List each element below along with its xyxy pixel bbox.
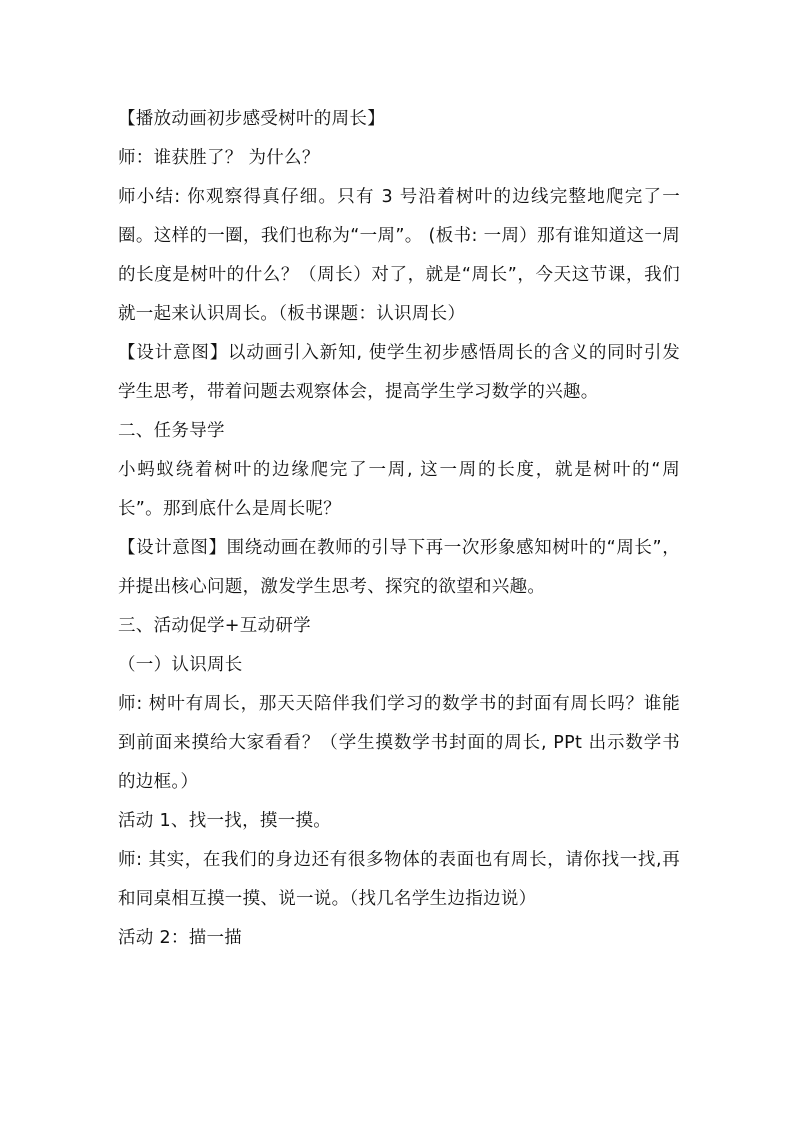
paragraph-teacher-summary: 师小结: 你观察得真仔细。只有 3 号沿着树叶的边线完整地爬完了一圈。这样的一圈，我们也称为“一周”。 (板书: 一周）那有谁知道这一周的长度是树叶的什么？（周长）对了，就是“周长”，今天这节课，我们就一起来认识周长。（板书课题：认识周长） <box>118 187 680 324</box>
paragraph-animation-heading: 【播放动画初步感受树叶的周长】 <box>118 109 385 129</box>
paragraph-find-objects: 师: 其实，在我们的身边还有很多物体的表面也有周长，请你找一找,再和同桌相互摸一摸、说一说。（找几名学生边指边说） <box>118 850 680 909</box>
paragraph-math-book-cover: 师: 树叶有周长，那天天陪伴我们学习的数学书的封面有周长吗？谁能到前面来摸给大家看看？（学生摸数学书封面的周长, PPt 出示数学书的边框。） <box>118 694 680 792</box>
paragraph-design-intent-2: 【设计意图】围绕动画在教师的引导下再一次形象感知树叶的“周长”，并提出核心问题，激发学生思考、探究的欲望和兴趣。 <box>118 538 680 597</box>
document-body <box>118 100 680 958</box>
subsection-heading-know-perimeter: （一）认识周长 <box>118 655 243 675</box>
section-heading-task-guided: 二、任务导学 <box>118 421 225 441</box>
section-heading-activity: 三、活动促学+互动研学 <box>118 616 311 636</box>
paragraph-ant-perimeter: 小蚂蚁绕着树叶的边缘爬完了一周, 这一周的长度，就是树叶的“周长”。那到底什么是周长呢？ <box>118 460 680 519</box>
activity-2-heading: 活动 2：描一描 <box>118 928 243 948</box>
paragraph-design-intent-1: 【设计意图】以动画引入新知, 使学生初步感悟周长的含义的同时引发学生思考，带着问题去观察体会，提高学生学习数学的兴趣。 <box>118 343 680 402</box>
paragraph-teacher-question: 师：谁获胜了？ 为什么？ <box>118 148 320 168</box>
activity-1-heading: 活动 1、找一找，摸一摸。 <box>118 811 332 831</box>
